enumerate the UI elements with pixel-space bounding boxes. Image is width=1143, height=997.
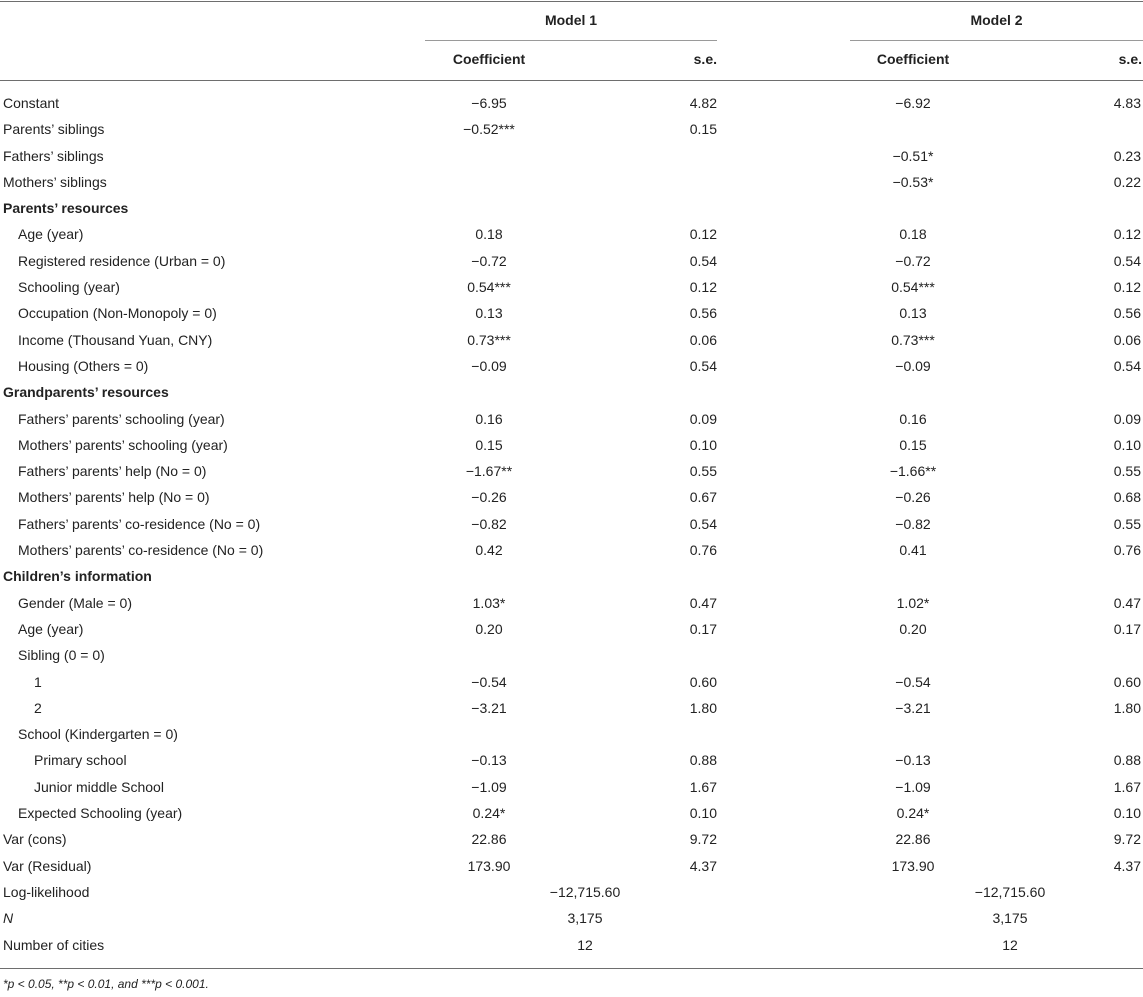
table-row [0, 116, 1143, 142]
section-header-row [0, 195, 1143, 221]
model-1-coefficient: −0.54 [471, 673, 507, 690]
model-2-coefficient: −0.53* [892, 173, 934, 190]
model-1-coefficient: −0.09 [471, 357, 507, 374]
row-label: Fathers’ parents’ schooling (year) [18, 410, 225, 427]
row-label: Schooling (year) [18, 279, 120, 296]
row-label: Registered residence (Urban = 0) [18, 252, 226, 269]
table-row [0, 695, 1143, 721]
row-label: Number of cities [3, 936, 105, 953]
row-label: School (Kindergarten = 0) [18, 726, 178, 743]
row-label: Parents’ siblings [3, 121, 105, 138]
section-label: Parents’ resources [3, 200, 129, 217]
model-1-statistic: 12 [577, 936, 593, 953]
model-1-coefficient: 22.86 [471, 831, 507, 848]
header-coefficient-model-2: Coefficient [876, 51, 950, 67]
model-2-se: 0.17 [1113, 620, 1141, 637]
model-2-coefficient: −0.72 [895, 252, 931, 269]
model-1-se: 0.54 [689, 357, 717, 374]
model-2-se: 9.72 [1113, 831, 1141, 848]
row-label: Housing (Others = 0) [18, 357, 149, 374]
model-2-coefficient [833, 721, 993, 747]
table-row [0, 905, 1143, 931]
model-1-se: 1.80 [689, 699, 717, 716]
model-2-coefficient: 0.15 [899, 436, 927, 453]
model-2-se: 0.10 [1113, 805, 1141, 822]
model-2-statistic: 3,175 [992, 910, 1028, 927]
model-2-coefficient: −3.21 [895, 699, 931, 716]
model-1-se: 0.12 [689, 226, 717, 243]
model-1-coefficient [409, 169, 569, 195]
model-2-se: 0.68 [1113, 489, 1141, 506]
section-header-row [0, 563, 1143, 589]
row-label: Fathers’ parents’ co-residence (No = 0) [18, 515, 261, 532]
model-1-se: 0.09 [689, 410, 717, 427]
model-1-se: 0.67 [689, 489, 717, 506]
model-1-se: 0.10 [689, 436, 717, 453]
model-1-coefficient: −3.21 [471, 699, 507, 716]
table-row [0, 932, 1143, 958]
table-row [0, 721, 1143, 747]
model-1-se: 0.60 [689, 673, 717, 690]
table-row [0, 169, 1143, 195]
table-row [0, 353, 1143, 379]
row-label: Constant [3, 95, 60, 111]
model-1-se: 0.54 [689, 515, 717, 532]
model-1-coefficient: −0.26 [471, 489, 507, 506]
model-2-coefficient: −0.26 [895, 489, 931, 506]
model-2-coefficient: −0.51* [892, 147, 934, 164]
table-row [0, 432, 1143, 458]
model-1-coefficient: 0.73*** [467, 331, 511, 348]
model-1-coefficient: −0.52*** [463, 121, 515, 138]
model-2-coefficient: −1.66** [889, 463, 937, 480]
table-row [0, 774, 1143, 800]
model-1-se: 0.76 [689, 542, 717, 559]
model-1-se: 0.17 [689, 620, 717, 637]
model-2-se: 0.60 [1113, 673, 1141, 690]
model-1-coefficient: −1.09 [471, 778, 507, 795]
model-2-coefficient: −0.13 [895, 752, 931, 769]
section-header-row [0, 379, 1143, 405]
row-label: Var (Residual) [3, 857, 92, 874]
model-2-se: 0.56 [1113, 305, 1141, 322]
header-se-model-1: s.e. [693, 51, 717, 67]
model-1-se: 0.12 [689, 279, 717, 296]
header-se-model-2: s.e. [1118, 51, 1142, 67]
model-1-coefficient [409, 721, 569, 747]
model-2-coefficient: 0.41 [899, 542, 927, 559]
table-row [0, 221, 1143, 247]
row-label: Age (year) [18, 226, 84, 243]
row-label: Income (Thousand Yuan, CNY) [18, 331, 213, 348]
model-2-statistic: 12 [1002, 936, 1018, 953]
model-2-se: 0.10 [1113, 436, 1141, 453]
row-label: Mothers’ parents’ help (No = 0) [18, 489, 210, 506]
section-label: Children’s information [3, 568, 152, 585]
model-2-se [1041, 116, 1141, 142]
model-2-coefficient: −0.09 [895, 357, 931, 374]
row-label: Mothers’ parents’ co-residence (No = 0) [18, 542, 264, 559]
model-1-se: 1.67 [689, 778, 717, 795]
model-2-coefficient: 0.13 [899, 305, 927, 322]
model-1-coefficient: 0.15 [475, 436, 503, 453]
table-row [0, 616, 1143, 642]
row-label: 2 [34, 699, 42, 716]
row-label: Occupation (Non-Monopoly = 0) [18, 305, 217, 322]
model-2-coefficient: −0.54 [895, 673, 931, 690]
model-2-se: 0.09 [1113, 410, 1141, 427]
row-label: N [3, 910, 14, 927]
model-2-coefficient: 0.18 [899, 226, 927, 243]
model-2-coefficient: −1.09 [895, 778, 931, 795]
model-2-se: 0.88 [1113, 752, 1141, 769]
model-1-se: 0.47 [689, 594, 717, 611]
model-1-coefficient: 0.13 [475, 305, 503, 322]
model-2-se: 0.12 [1113, 226, 1141, 243]
table-row [0, 590, 1143, 616]
model-2-coefficient [833, 642, 993, 668]
model-1-coefficient: 0.24* [472, 805, 506, 822]
table-row [0, 300, 1143, 326]
model-2-se: 0.54 [1113, 252, 1141, 269]
model-1-coefficient: −6.95 [471, 95, 507, 111]
model-1-se: 0.55 [689, 463, 717, 480]
row-label: Age (year) [18, 620, 84, 637]
row-label: Fathers’ parents’ help (No = 0) [18, 463, 207, 480]
top-rule [0, 1, 1143, 2]
model-1-coefficient: 0.54*** [467, 279, 511, 296]
significance-footnote: *p < 0.05, **p < 0.01, and ***p < 0.001. [3, 977, 209, 991]
bottom-rule [0, 968, 1143, 969]
model-2-se: 0.47 [1113, 594, 1141, 611]
model-2-se [1041, 642, 1141, 668]
model-1-coefficient [409, 642, 569, 668]
model-2-se: 4.83 [1113, 95, 1141, 111]
model-2-coefficient: 22.86 [895, 831, 931, 848]
model-2-coefficient: 0.16 [899, 410, 927, 427]
model-2-statistic: −12,715.60 [974, 883, 1046, 900]
model-1-se: 0.54 [689, 252, 717, 269]
model-2-coefficient: 0.24* [896, 805, 930, 822]
row-label: Primary school [34, 752, 127, 769]
model-1-coefficient: 0.16 [475, 410, 503, 427]
section-label: Grandparents’ resources [3, 384, 169, 401]
model-1-coefficient: 0.18 [475, 226, 503, 243]
model-1-se: 0.06 [689, 331, 717, 348]
header-model-1: Model 1 [544, 12, 598, 28]
model-1-underline [425, 40, 717, 41]
model-1-se: 0.10 [689, 805, 717, 822]
table-row [0, 800, 1143, 826]
model-2-coefficient: −0.82 [895, 515, 931, 532]
header-coefficient-model-1: Coefficient [452, 51, 526, 67]
row-label: Mothers’ siblings [3, 173, 107, 190]
table-row [0, 458, 1143, 484]
table-row [0, 484, 1143, 510]
model-2-se: 0.06 [1113, 331, 1141, 348]
model-1-se: 0.56 [689, 305, 717, 322]
model-1-se: 0.88 [689, 752, 717, 769]
model-2-underline [850, 40, 1143, 41]
model-2-coefficient: 173.90 [891, 857, 935, 874]
table-row [0, 826, 1143, 852]
model-2-se: 0.55 [1113, 515, 1141, 532]
model-2-se: 0.76 [1113, 542, 1141, 559]
model-2-coefficient [833, 116, 993, 142]
model-2-se: 0.22 [1113, 173, 1141, 190]
model-1-se [617, 721, 717, 747]
table-row [0, 327, 1143, 353]
model-1-statistic: 3,175 [567, 910, 603, 927]
model-2-coefficient: 1.02* [896, 594, 930, 611]
model-2-coefficient: −6.92 [895, 95, 931, 111]
model-2-se: 0.23 [1113, 147, 1141, 164]
row-label: Log-likelihood [3, 883, 90, 900]
model-1-coefficient [409, 143, 569, 169]
model-2-se: 0.55 [1113, 463, 1141, 480]
table-row [0, 143, 1143, 169]
model-1-coefficient: −0.72 [471, 252, 507, 269]
row-label: Fathers’ siblings [3, 147, 104, 164]
row-label: Junior middle School [34, 778, 164, 795]
table-row [0, 90, 1143, 116]
model-2-se [1041, 721, 1141, 747]
row-label: Expected Schooling (year) [18, 805, 183, 822]
table-row [0, 511, 1143, 537]
model-2-se: 1.67 [1113, 778, 1141, 795]
row-label: 1 [34, 673, 42, 690]
header-rule [0, 80, 1143, 81]
table-row [0, 853, 1143, 879]
model-1-se: 0.15 [689, 121, 717, 138]
model-1-coefficient: 0.20 [475, 620, 503, 637]
row-label: Mothers’ parents’ schooling (year) [18, 436, 228, 453]
model-1-se: 9.72 [689, 831, 717, 848]
model-2-coefficient: 0.73*** [891, 331, 935, 348]
model-2-coefficient: 0.54*** [891, 279, 935, 296]
model-2-se: 0.54 [1113, 357, 1141, 374]
model-2-se: 0.12 [1113, 279, 1141, 296]
row-label: Gender (Male = 0) [18, 594, 132, 611]
table-body [0, 90, 1143, 958]
model-2-se: 1.80 [1113, 699, 1141, 716]
model-1-se [617, 169, 717, 195]
model-1-coefficient: 0.42 [475, 542, 503, 559]
row-label: Var (cons) [3, 831, 67, 848]
table-row [0, 669, 1143, 695]
model-1-statistic: −12,715.60 [549, 883, 621, 900]
model-1-se: 4.37 [689, 857, 717, 874]
table-row [0, 747, 1143, 773]
model-1-se [617, 642, 717, 668]
table-row [0, 537, 1143, 563]
table-row [0, 274, 1143, 300]
model-1-coefficient: 1.03* [472, 594, 506, 611]
table-row [0, 879, 1143, 905]
row-label: Sibling (0 = 0) [18, 647, 105, 664]
model-2-coefficient: 0.20 [899, 620, 927, 637]
model-1-se: 4.82 [689, 95, 717, 111]
model-1-coefficient: −0.82 [471, 515, 507, 532]
model-1-se [617, 143, 717, 169]
header-model-2: Model 2 [970, 12, 1023, 28]
model-1-coefficient: −1.67** [465, 463, 513, 480]
model-1-coefficient: 173.90 [467, 857, 511, 874]
table-row [0, 642, 1143, 668]
model-1-coefficient: −0.13 [471, 752, 507, 769]
table-row [0, 248, 1143, 274]
table-row [0, 406, 1143, 432]
model-2-se: 4.37 [1113, 857, 1141, 874]
